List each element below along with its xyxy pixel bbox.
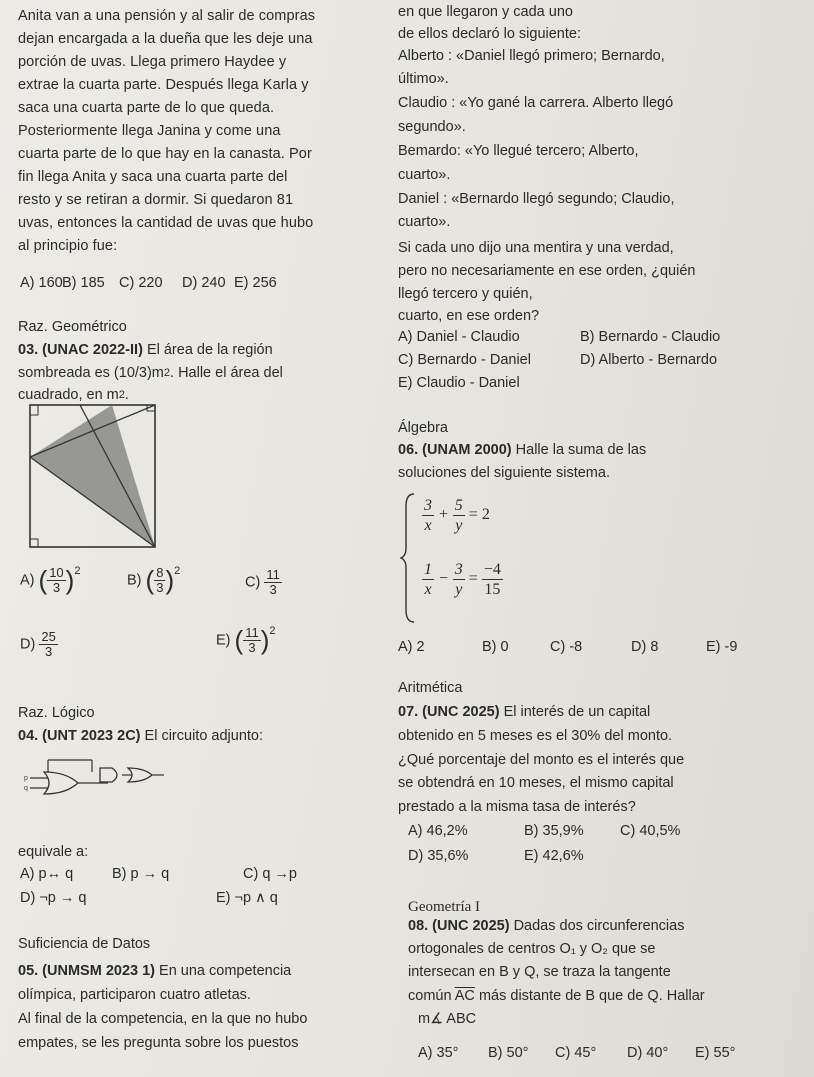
section-suficiencia: Suficiencia de Datos [18, 936, 151, 952]
problem-4-heading: 04. (UNT 2023 2C) [18, 728, 141, 744]
section-raz-logico: Raz. Lógico [18, 705, 95, 721]
problem-8-line-1 [408, 917, 684, 935]
problem-7-line: prestado a la misma tasa de interés? [398, 798, 636, 815]
eq2-num2: 3 [454, 561, 463, 578]
problem-4-option: B) p → q [112, 866, 170, 882]
problem-7-option: A) 46,2% [408, 823, 468, 839]
problem-2-line: Posteriormente llega Janina y come una [18, 123, 281, 139]
problem-8-line-3: intersecan en B y Q, se traza la tangente [408, 964, 671, 980]
option-3a: A) ( $\frac{10}{3}$ )$^2$ [20, 565, 81, 595]
problem-5-option: A) Daniel - Claudio [398, 329, 520, 345]
problem-5-line: Si cada uno dijo una mentira y una verdad, [398, 240, 674, 256]
frac-den: 3 [248, 640, 256, 655]
problem-7-line: obtenido en 5 meses es el 30% del monto. [398, 728, 673, 744]
problem-2-line: Anita van a una pensión y al salir de compras [18, 8, 316, 24]
equation-1 [422, 496, 490, 535]
problem-5-line: último». [398, 71, 449, 87]
eq2-op: − [438, 570, 449, 588]
problem-3-area: (10/3)m [113, 365, 164, 381]
problem-4-option: A) p↔ q [20, 866, 74, 882]
frac-den: 3 [52, 580, 61, 595]
problem-5-line: Alberto : «Daniel llegó primero; Bernardo, [398, 48, 665, 64]
problem-3-text-a: sombreada es [18, 365, 110, 381]
problem-6-text: Halle la suma de las [515, 442, 647, 458]
problem-3-heading: 03. (UNAC 2022-II) [18, 342, 143, 358]
problem-8-text-b: más distante de B que de Q. Hallar [478, 988, 705, 1004]
input-q-label: q [24, 785, 28, 792]
shaded-region [30, 405, 155, 547]
eq1-den2: y [455, 517, 463, 534]
problem-2-line: cuarta parte de lo que hay en la canasta. Por [18, 146, 312, 162]
problem-2-option: B) 185 [62, 275, 105, 291]
problem-6-option: B) 0 [482, 639, 509, 655]
problem-3-line-1 [18, 341, 273, 359]
frac-num: 11 [245, 625, 259, 640]
problem-5-option: C) Bernardo - Daniel [398, 352, 531, 368]
option-label: E) [216, 632, 231, 649]
problem-8-text-a: común [408, 988, 452, 1004]
problem-5-line: pero no necesariamente en ese orden, ¿quién [398, 263, 696, 279]
problem-5-line: llegó tercero y quién, [398, 286, 533, 302]
problem-2-line: al principio fue: [18, 238, 118, 254]
problem-8-heading: 08. (UNC 2025) [408, 918, 510, 934]
problem-5-line: cuarto». [398, 167, 451, 183]
problem-8-option: B) 50° [488, 1045, 529, 1061]
option-3d [20, 630, 58, 659]
problem-2-line: extrae la cuarta parte. Después llega Karla y [18, 77, 309, 93]
frac-num: 10 [49, 565, 64, 580]
problem-6-option: D) 8 [631, 639, 659, 655]
section-algebra: Álgebra [398, 420, 448, 436]
frac-den: 3 [156, 580, 164, 595]
problem-5-line: de ellos declaró lo siguiente: [398, 26, 581, 42]
problem-7-option: C) 40,5% [620, 823, 681, 839]
problem-3-text: El área de la región [146, 342, 273, 358]
section-aritmetica: Aritmética [398, 680, 463, 696]
problem-5-line: en que llegaron y cada uno [398, 4, 573, 20]
problem-8-line-5: m∡ ABC [418, 1011, 477, 1027]
square-figure [22, 397, 162, 555]
eq1-num2: 5 [454, 497, 463, 514]
problem-8-option: C) 45° [555, 1045, 597, 1061]
problem-5-option: B) Bernardo - Claudio [580, 329, 721, 345]
frac-den: 3 [44, 644, 53, 659]
option-label: D) [20, 636, 36, 653]
and-gate [100, 768, 117, 782]
exp: 2 [269, 625, 276, 637]
eq1-rhs: = 2 [468, 506, 490, 524]
problem-7-line-1 [398, 703, 650, 721]
problem-4-line-1 [18, 727, 263, 745]
exp: 2 [74, 565, 81, 577]
option-label: B) [127, 572, 142, 589]
problem-2-option: C) 220 [119, 275, 163, 291]
problem-6-option: C) -8 [550, 639, 583, 655]
logic-circuit [20, 752, 170, 812]
eq2-rhs-num: −4 [483, 561, 501, 578]
problem-5-line: Bemardo: «Yo llegué tercero; Alberto, [398, 143, 639, 159]
problem-8-text: Dadas dos circunferencias [513, 918, 685, 934]
problem-8-option: E) 55° [695, 1045, 736, 1061]
problem-2-line: uvas, entonces la cantidad de uvas que hubo [18, 215, 314, 231]
problem-6-line-1 [398, 441, 646, 459]
eq1-num1: 3 [424, 497, 432, 514]
problem-5-text: En una competencia [159, 963, 292, 979]
problem-5-line: Al final de la competencia, en la que no hubo [18, 1011, 308, 1027]
eq2-num1: 1 [424, 561, 432, 578]
problem-7-line: se obtendrá en 10 meses, el mismo capital [398, 775, 674, 791]
frac-den: 3 [269, 582, 277, 597]
problem-5-line: empates, se les pregunta sobre los puestos [18, 1035, 299, 1051]
problem-5-line: Claudio : «Yo gané la carrera. Alberto llegó [398, 95, 674, 111]
option-3b: B) ( $\frac{8}{3}$ )$^2$ [127, 565, 181, 595]
problem-3-text-b: . Halle el área del [170, 365, 283, 381]
option-label: A) [20, 572, 35, 589]
exp: 2 [174, 565, 181, 577]
problem-8-line-4 [408, 987, 705, 1005]
option-3c [245, 568, 282, 597]
problem-5-line: olímpica, participaron cuatro atletas. [18, 987, 251, 1003]
problem-6-line-2: soluciones del siguiente sistema. [398, 465, 610, 481]
problem-3-line-3: cuadrado, en $m^2$. [18, 387, 129, 403]
problem-7-text: El interés de un capital [503, 704, 651, 720]
eq1-op: + [438, 506, 449, 524]
problem-4-option: C) q →p [243, 866, 297, 882]
problem-7-option: D) 35,6% [408, 848, 469, 864]
problem-2-option: A) 160 [20, 275, 63, 291]
option-3e: E) ( $\frac{11}{3}$ )$^2$ [216, 625, 276, 655]
problem-5-heading: 05. (UNMSM 2023 1) [18, 963, 155, 979]
problem-5-option: E) Claudio - Daniel [398, 375, 520, 391]
section-raz-geometrico: Raz. Geométrico [18, 319, 127, 335]
problem-3-line-2 [18, 364, 283, 382]
problem-7-option: E) 42,6% [524, 848, 584, 864]
problem-2-line: saca una cuarta parte de lo que queda. [18, 100, 275, 116]
eq2-den1: x [424, 581, 432, 598]
problem-2-line: fin llega Anita y saca una cuarta parte del [18, 169, 288, 185]
problem-2-option: D) 240 [182, 275, 226, 291]
frac-num: 25 [41, 629, 56, 644]
segment-ac: $\overline{AC}$ [454, 988, 475, 1004]
problem-5-line-1 [18, 962, 291, 980]
problem-4-text: El circuito adjunto: [144, 728, 264, 744]
problem-8-option: D) 40° [627, 1045, 669, 1061]
eq2-rhs-den: 15 [484, 581, 501, 598]
problem-5-line: cuarto, en ese orden? [398, 308, 540, 324]
eq2-den2: y [455, 581, 463, 598]
problem-8-option: A) 35° [418, 1045, 459, 1061]
eq2-equals: = [468, 570, 478, 588]
frac-num: 8 [156, 565, 164, 580]
problem-3-text-c: cuadrado, en m [18, 387, 119, 403]
system-brace [400, 490, 416, 625]
problem-7-heading: 07. (UNC 2025) [398, 704, 500, 720]
problem-3-area-exp: 2 [163, 367, 171, 379]
problem-2-option: E) 256 [234, 275, 277, 291]
input-p-label: p [24, 775, 28, 782]
or-gate [44, 772, 78, 794]
problem-4-equiv: equivale a: [18, 844, 89, 860]
problem-6-heading: 06. (UNAM 2000) [398, 442, 512, 458]
option-label: C) [245, 574, 261, 591]
problem-4-option: E) ¬p ∧ q [216, 890, 278, 906]
problem-7-option: B) 35,9% [524, 823, 584, 839]
problem-8-line-2: ortogonales de centros O₁ y O₂ que se [408, 941, 656, 957]
problem-4-option: D) ¬p → q [20, 890, 87, 906]
equation-2 [422, 560, 503, 599]
problem-2-line: porción de uvas. Llega primero Haydee y [18, 54, 287, 70]
corner-mark [30, 539, 38, 547]
frac-num: 11 [266, 567, 280, 582]
problem-6-option: E) -9 [706, 639, 738, 655]
problem-2-line: resto y se retiran a dormir. Si quedaron 81 [18, 192, 294, 208]
problem-3-exp-2: 2 [118, 389, 125, 401]
corner-mark [30, 405, 38, 415]
problem-5-line: segundo». [398, 119, 466, 135]
equation-system [400, 490, 570, 625]
section-geometria-1: Geometría I [408, 899, 481, 915]
problem-5-line: Daniel : «Bernardo llegó segundo; Claudio, [398, 191, 675, 207]
problem-7-line: ¿Qué porcentaje del monto es el interés que [398, 751, 685, 768]
problem-5-line: cuarto». [398, 214, 451, 230]
problem-5-option: D) Alberto - Bernardo [580, 352, 718, 368]
problem-2-line: dejan encargada a la dueña que les deje una [18, 31, 313, 47]
eq1-den1: x [424, 517, 432, 534]
problem-6-option: A) 2 [398, 639, 425, 655]
